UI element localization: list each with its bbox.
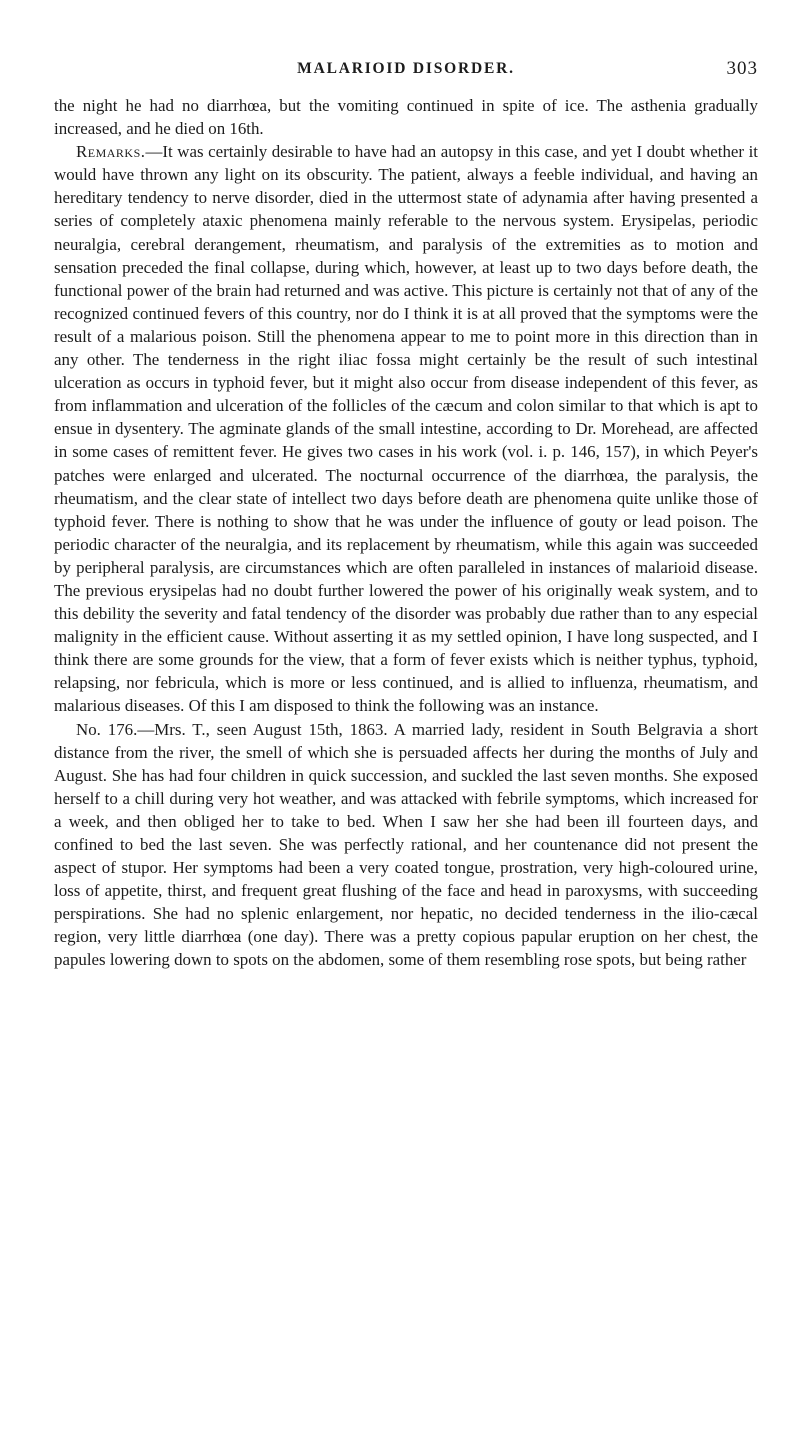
paragraph-case-continuation [54, 94, 758, 140]
paragraph-text: the night he had no diarrhœa, but the vomiting continued in spite of ice. The asthenia gradually increased, and he died on 16th. [54, 96, 758, 139]
page-header [54, 60, 758, 92]
book-page [54, 60, 758, 972]
paragraph-case-176 [54, 718, 758, 972]
running-title: MALARIOID DISORDER. [297, 60, 515, 77]
remarks-lead: Remarks. [76, 142, 146, 162]
paragraph-remarks [54, 140, 758, 717]
body-text [54, 94, 758, 972]
paragraph-text: No. 176.—Mrs. T., seen August 15th, 1863. A married lady, resident in South Belgravia a short distance from the river, the smell of which she is persuaded affects her during the months of July and August. She has had four children in quick succession, and suckled the last seven months. She exposed herself to a chill during very hot weather, and was attacked with febrile symptoms, which increased for a week, and then obliged her to take to bed. When I saw her she had been ill fourteen days, and confined to bed the last seven. She was perfectly rational, and her countenance did not present the aspect of stupor. Her symptoms had been a very coated tongue, prostration, very high-coloured urine, loss of appetite, thirst, and frequent great flushing of the face and head in paroxysms, with succeeding perspirations. She had no splenic enlargement, nor hepatic, no decided tenderness in the ilio-cæcal region, very little diarrhœa (one day). There was a pretty copious papular eruption on her chest, the papules lowering down to spots on the abdomen, some of them resembling rose spots, but being rather [54, 719, 758, 970]
paragraph-text: —It was certainly desirable to have had an autopsy in this case, and yet I doubt whether it would have thrown any light on its obscurity. The patient, always a feeble individual, and having an hereditary tendency to nerve disorder, died in the uttermost state of adynamia after having presented a series of completely ataxic phenomena mainly referable to the nervous system. Erysipelas, periodic neuralgia, cerebral derangement, rheumatism, and paralysis of the extremities as to motion and sensation preceded the final collapse, during which, however, at least up to two days before death, the functional power of the brain had returned and was active. This picture is certainly not that of any of the recognized continued fevers of this country, nor do I think it is at all proved that the symptoms were the result of a malarious poison. Still the phenomena appear to me to point more in this direction than in any other. The tenderness in the right iliac fossa might certainly be the result of such intestinal ulceration as occurs in typhoid fever, but it might also occur from disease independent of this fever, as from inflammation and ulceration of the follicles of the cæcum and colon similar to that which is apt to ensue in dysentery. The agminate glands of the small intestine, according to Dr. Morehead, are affected in some cases of remittent fever. He gives two cases in his work (vol. i. p. 146, 157), in which Peyer's patches were enlarged and ulcerated. The nocturnal occurrence of the diarrhœa, the paralysis, the rheumatism, and the clear state of intellect two days before death are phenomena quite unlike those of typhoid fever. There is nothing to show that he was under the influence of gouty or lead poison. The periodic character of the neuralgia, and its replacement by rheumatism, while this again was succeeded by peripheral paralysis, are circumstances which are often paralleled in instances of malarioid disease. The previous erysipelas had no doubt further lowered the power of his originally weak system, and to this debility the severity and fatal tendency of the disorder was probably due rather than to any especial malignity in the efficient cause. Without asserting it as my settled opinion, I have long suspected, and I think there are some grounds for the view, that a form of fever exists which is neither typhus, typhoid, relapsing, nor febricula, which is more or less continued, and is allied to influenza, rheumatism, and malarious diseases. Of this I am disposed to think the following was an instance. [54, 142, 758, 716]
page-number: 303 [726, 58, 758, 79]
